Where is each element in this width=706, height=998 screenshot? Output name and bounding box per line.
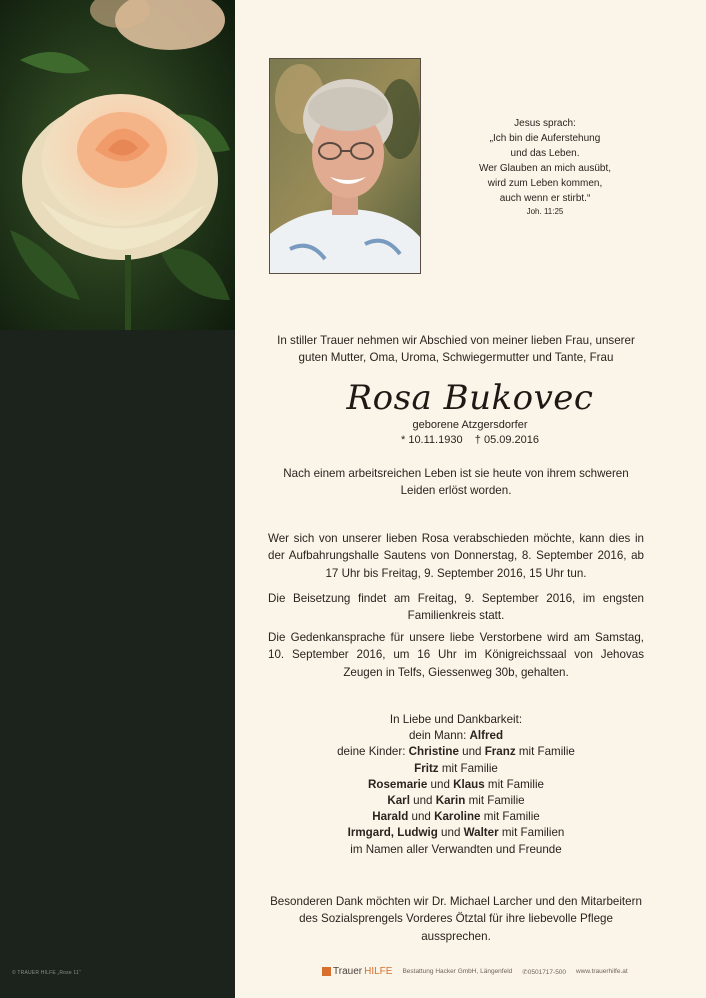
family-line: Rosemarie und Klaus mit Familie: [368, 777, 544, 791]
family-line: dein Mann: Alfred: [408, 729, 504, 743]
footer-web[interactable]: www.trauerhilfe.at: [576, 968, 628, 975]
maiden-name: geborene Atzgersdorfer: [412, 419, 528, 431]
viewing-info: Wer sich von unserer lieben Rosa verabschieden möchte, kann dies in der Aufbahrungshalle Sautens von Donnerstag, 8. September 2016, ab 17 Uhr bis Freitag, 9. September 2016, 15 Uhr tun.: [268, 532, 644, 580]
footer: [322, 966, 662, 977]
life-dates: * 10.11.1930 † 05.09.2016: [400, 434, 540, 446]
family-line: im Namen aller Verwandten und Freunde: [350, 842, 562, 856]
trauerhilfe-logo: Trauer HILFE: [322, 966, 392, 977]
rose-photo: [0, 0, 235, 330]
quote-line: wird zum Leben kommen,: [487, 178, 603, 189]
intro-text: In stiller Trauer nehmen wir Abschied von meiner lieben Frau, unserer guten Mutter, Oma, Uroma, Schwiegermutter und Tante, Frau: [277, 334, 635, 365]
family-line: Irmgard, Ludwig und Walter mit Familien: [347, 826, 565, 840]
birth-info: [380, 418, 560, 448]
bible-quote: [455, 116, 635, 218]
family-line: Harald und Karoline mit Familie: [372, 810, 540, 824]
copyright-note: © TRAUER HILFE „Rose 11“: [12, 970, 81, 976]
quote-line: auch wenn er stirbt.“: [499, 193, 591, 204]
thanks-text: Besonderen Dank möchten wir Dr. Michael Larcher und den Mitarbeitern des Sozialsprengels Vorderes Ötztal für ihre liebevolle Pflege aussprechen.: [270, 895, 642, 943]
quote-line: „Ich bin die Auferstehung: [489, 133, 601, 144]
logo-square-icon: [322, 967, 331, 976]
family-list: [268, 712, 644, 858]
left-panel: [0, 0, 235, 998]
quote-line: Wer Glauben an mich ausübt,: [478, 163, 612, 174]
life-text: Nach einem arbeitsreichen Leben ist sie heute von ihrem schweren Leiden erlöst worden.: [283, 467, 629, 498]
family-line: Fritz mit Familie: [414, 761, 498, 775]
deceased-portrait: [269, 58, 421, 274]
quote-line: und das Leben.: [510, 148, 580, 159]
memorial-info: Die Gedenkansprache für unsere liebe Verstorbene wird am Samstag, 10. September 2016, um 16 Uhr im Königreichssaal von Jehovas Zeugen in Telfs, Giessenweg 30b, gehalten.: [268, 631, 644, 679]
family-line: Karl und Karin mit Familie: [387, 794, 525, 808]
quote-reference: Joh. 11:25: [526, 207, 564, 216]
deceased-name: Rosa Bukovec: [346, 378, 594, 418]
family-line: In Liebe und Dankbarkeit:: [389, 713, 523, 726]
family-line: deine Kinder: Christine und Franz mit Familie: [337, 745, 575, 759]
burial-info: Die Beisetzung findet am Freitag, 9. September 2016, im engsten Familienkreis statt.: [268, 592, 644, 623]
footer-company: Bestattung Hacker GmbH, Längenfeld: [402, 968, 513, 975]
quote-line: Jesus sprach:: [514, 118, 576, 129]
footer-phone: ✆0501717-500: [522, 968, 567, 976]
